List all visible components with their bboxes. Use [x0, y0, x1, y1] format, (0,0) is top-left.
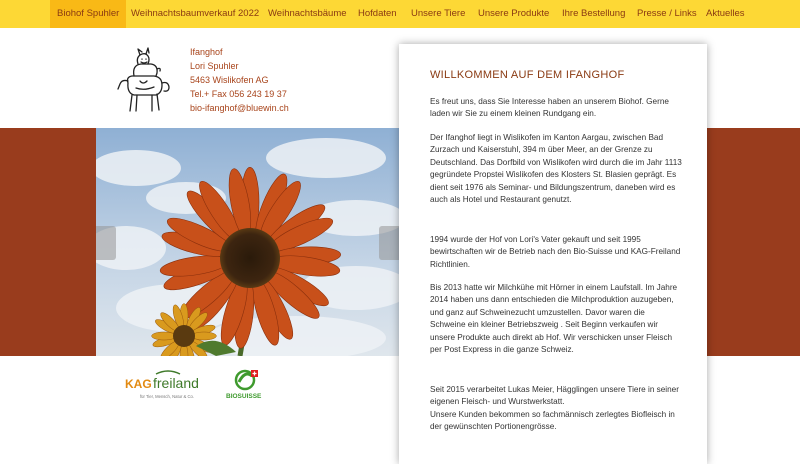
- hero-slider-image: [96, 128, 400, 356]
- paragraph-intro: Es freut uns, dass Sie Interesse haben an unserem Biohof. Gerne laden wir Sie zu einem kleinen Rundgang ein.: [430, 97, 669, 119]
- bio-suisse-logo[interactable]: [224, 368, 266, 400]
- nav-item-weihnachtsbaeume[interactable]: Weihnachtsbäume: [268, 8, 347, 19]
- owner-name: Lori Spuhler: [190, 61, 239, 71]
- svg-text:KAG: KAG: [125, 377, 152, 391]
- paragraph-farming: Bis 2013 hatte wir Milchkühe mit Hörner in einem Laufstall. Im Jahre 2014 haben uns dann entschieden die Milchproduktion auzugeben, und ganz auf Schweinezucht umzustellen. Davor waren die Schweine ein kleiner Betriebszweig . Seit Beginn verkaufen wir unsere Produkte auch direkt ab Hof. Wir verschicken unser Fleisch per Post Express in die ganze Schweiz.: [430, 283, 678, 355]
- slide-next-icon[interactable]: [379, 226, 399, 260]
- welcome-card: [399, 44, 707, 464]
- nav-item-unsere-tiere[interactable]: Unsere Tiere: [411, 8, 466, 19]
- paragraph-customers: Unsere Kunden bekommen so fachmännisch zerlegtes Biofleisch in der gewünschten Portionengrösse.: [430, 410, 675, 432]
- nav-item-presse-links[interactable]: Presse / Links: [637, 8, 697, 19]
- nav-item-ihre-bestellung[interactable]: Ihre Bestellung: [562, 8, 626, 19]
- cow-pig-stack-icon[interactable]: [114, 43, 176, 115]
- kag-freiland-logo[interactable]: [122, 368, 212, 400]
- nav-item-unsere-produkte[interactable]: Unsere Produkte: [478, 8, 550, 19]
- svg-text:freiland: freiland: [153, 375, 199, 391]
- paragraph-history: 1994 wurde der Hof von Lori's Vater gekauft und seit 1995 bewirtschaften wir de Betrieb nach den Bio-Suisse und KAG-Freiland Richtlinien.: [430, 235, 681, 269]
- svg-text:BIOSUISSE: BIOSUISSE: [226, 393, 262, 400]
- address-city: 5463 Wislikofen AG: [190, 75, 269, 85]
- contact-block: [190, 45, 289, 115]
- svg-text:für Tier, Mensch, Natur & Co.: für Tier, Mensch, Natur & Co.: [140, 394, 194, 399]
- slide-prev-icon[interactable]: [96, 226, 116, 260]
- nav-item-hofdaten[interactable]: Hofdaten: [358, 8, 397, 19]
- paragraph-processing: Seit 2015 verarbeitet Lukas Meier, Hägglingen unsere Tiere in seiner eigenen Fleisch- und Wurstwerkstatt.: [430, 385, 679, 407]
- nav-item-aktuelles[interactable]: Aktuelles: [706, 8, 745, 19]
- welcome-title: WILLKOMMEN AUF DEM IFANGHOF: [430, 69, 625, 81]
- email-link[interactable]: bio-ifanghof@bluewin.ch: [190, 103, 289, 113]
- farm-name: Ifanghof: [190, 47, 223, 57]
- sunflower-photo: [96, 128, 400, 356]
- main-navigation: [0, 0, 800, 28]
- nav-item-weihnachtsbaumverkauf[interactable]: Weihnachtsbaumverkauf 2022: [131, 8, 260, 19]
- paragraph-location: Der Ifanghof liegt in Wislikofen im Kanton Aargau, zwischen Bad Zurzach und Kaiserstuhl, 394 m über Meer, an der Grenze zu Deutschland. Das Dorfbild von Wislikofen wird durch die im Jahr 1113 gegründete Propstei Wislikofen des Klosters St. Blasien geprägt. Es dient seit 1976 als Seminar- und Bildungszentrum, daneben wird es auch als Hotel und Restaurant genutzt.: [430, 133, 682, 205]
- phone-fax: Tel.+ Fax 056 243 19 37: [190, 89, 287, 99]
- nav-item-biohof-spuhler[interactable]: Biohof Spuhler: [50, 0, 126, 28]
